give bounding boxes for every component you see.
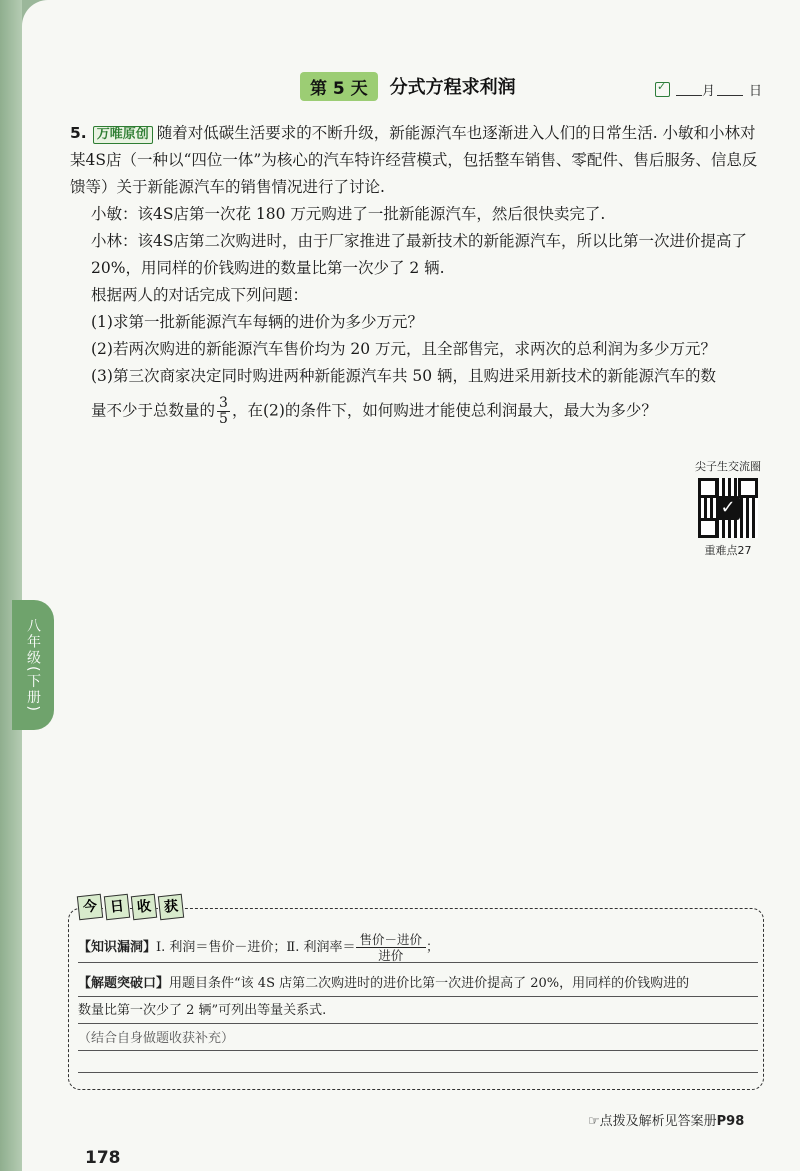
day-badge: 第 5 天 <box>300 72 378 101</box>
knowledge-label: 【知识漏洞】 <box>78 940 157 955</box>
breakthrough-line <box>78 972 758 997</box>
qr-bottom-label: 重难点27 <box>704 544 752 557</box>
summary-title-char: 获 <box>158 894 184 920</box>
source-tag: 万唯原创 <box>93 126 153 144</box>
knowledge-end: ； <box>426 940 440 955</box>
problem-5 <box>70 120 770 427</box>
month-label: 月 <box>702 84 716 99</box>
qr-code-icon[interactable] <box>698 478 758 538</box>
blank-line[interactable] <box>78 1052 758 1073</box>
knowledge-line <box>78 932 758 963</box>
calendar-icon <box>655 82 670 97</box>
page-title: 分式方程求利润 <box>389 77 516 98</box>
note-line: （结合自身做题收获补充） <box>78 1028 758 1051</box>
summary-title <box>78 895 183 919</box>
dialogue-min: 小敏：该4S店第一次花 180 万元购进了一批新能源汽车，然后很快卖完了. <box>91 205 606 223</box>
breakthrough-label: 【解题突破口】 <box>78 976 170 991</box>
qr-top-label: 尖子生交流圈 <box>695 460 761 473</box>
summary-title-char: 日 <box>104 894 130 920</box>
question-3-cont <box>70 396 770 427</box>
grade-side-tab: 八年级(下册) <box>12 600 54 730</box>
fraction <box>217 396 230 427</box>
dialogue-lin: 小林：该4S店第二次购进时，由于厂家推进了最新技术的新能源汽车，所以比第一次进价提高了 20%，用同样的价钱购进的数量比第一次少了 2 辆. <box>91 232 747 277</box>
breakthrough-line-2: 数量比第一次少了 2 辆”可列出等量关系式. <box>78 999 758 1024</box>
profit-rate-numerator: 售价－进价 <box>356 932 427 948</box>
qr-block <box>688 458 768 558</box>
profit-rate-denominator: 进价 <box>378 948 404 963</box>
day-blank[interactable] <box>717 83 743 96</box>
month-blank[interactable] <box>676 83 702 96</box>
answer-reference <box>588 1110 744 1129</box>
instruction: 根据两人的对话完成下列问题： <box>91 286 309 304</box>
page-number: 178 <box>85 1148 121 1168</box>
question-1: (1)求第一批新能源汽车每辆的进价为多少万元？ <box>91 313 423 331</box>
breakthrough-text: 用题目条件“该 4S 店第二次购进时的进价比第一次进价提高了 20%，用同样的价钱购进的 <box>169 976 690 991</box>
page-header <box>300 70 516 102</box>
check-icon: ✓ <box>716 496 740 520</box>
answer-page-ref: P98 <box>716 1114 745 1129</box>
day-label: 日 <box>749 84 763 99</box>
question-3-pre: 量不少于总数量的 <box>91 401 216 420</box>
knowledge-text: Ⅰ. 利润＝售价－进价；Ⅱ. 利润率＝ <box>156 940 356 955</box>
date-field <box>655 80 762 99</box>
problem-number: 5. <box>70 124 87 142</box>
problem-intro: 随着对低碳生活要求的不断升级，新能源汽车也逐渐进入人们的日常生活. 小敏和小林对某4S店（一种以“四位一体”为核心的汽车特许经营模式，包括整车销售、零配件、售后服务、信息反馈等）关于新能源汽车的销售情况进行了讨论. <box>70 124 758 196</box>
summary-title-char: 今 <box>77 894 103 920</box>
page-edge <box>0 0 22 1171</box>
question-3-post: ，在(2)的条件下，如何购进才能使总利润最大，最大为多少？ <box>231 401 657 420</box>
profit-rate-fraction <box>356 932 427 963</box>
fraction-numerator: 3 <box>219 395 228 411</box>
answer-reference-text: ☞点拨及解析见答案册 <box>588 1114 717 1129</box>
fraction-denominator: 5 <box>219 411 228 427</box>
question-3: (3)第三次商家决定同时购进两种新能源汽车共 50 辆，且购进采用新技术的新能源汽车的数 <box>91 367 717 385</box>
summary-title-char: 收 <box>131 894 157 920</box>
question-2: (2)若两次购进的新能源汽车售价均为 20 万元，且全部售完，求两次的总利润为多少万元？ <box>91 340 717 358</box>
